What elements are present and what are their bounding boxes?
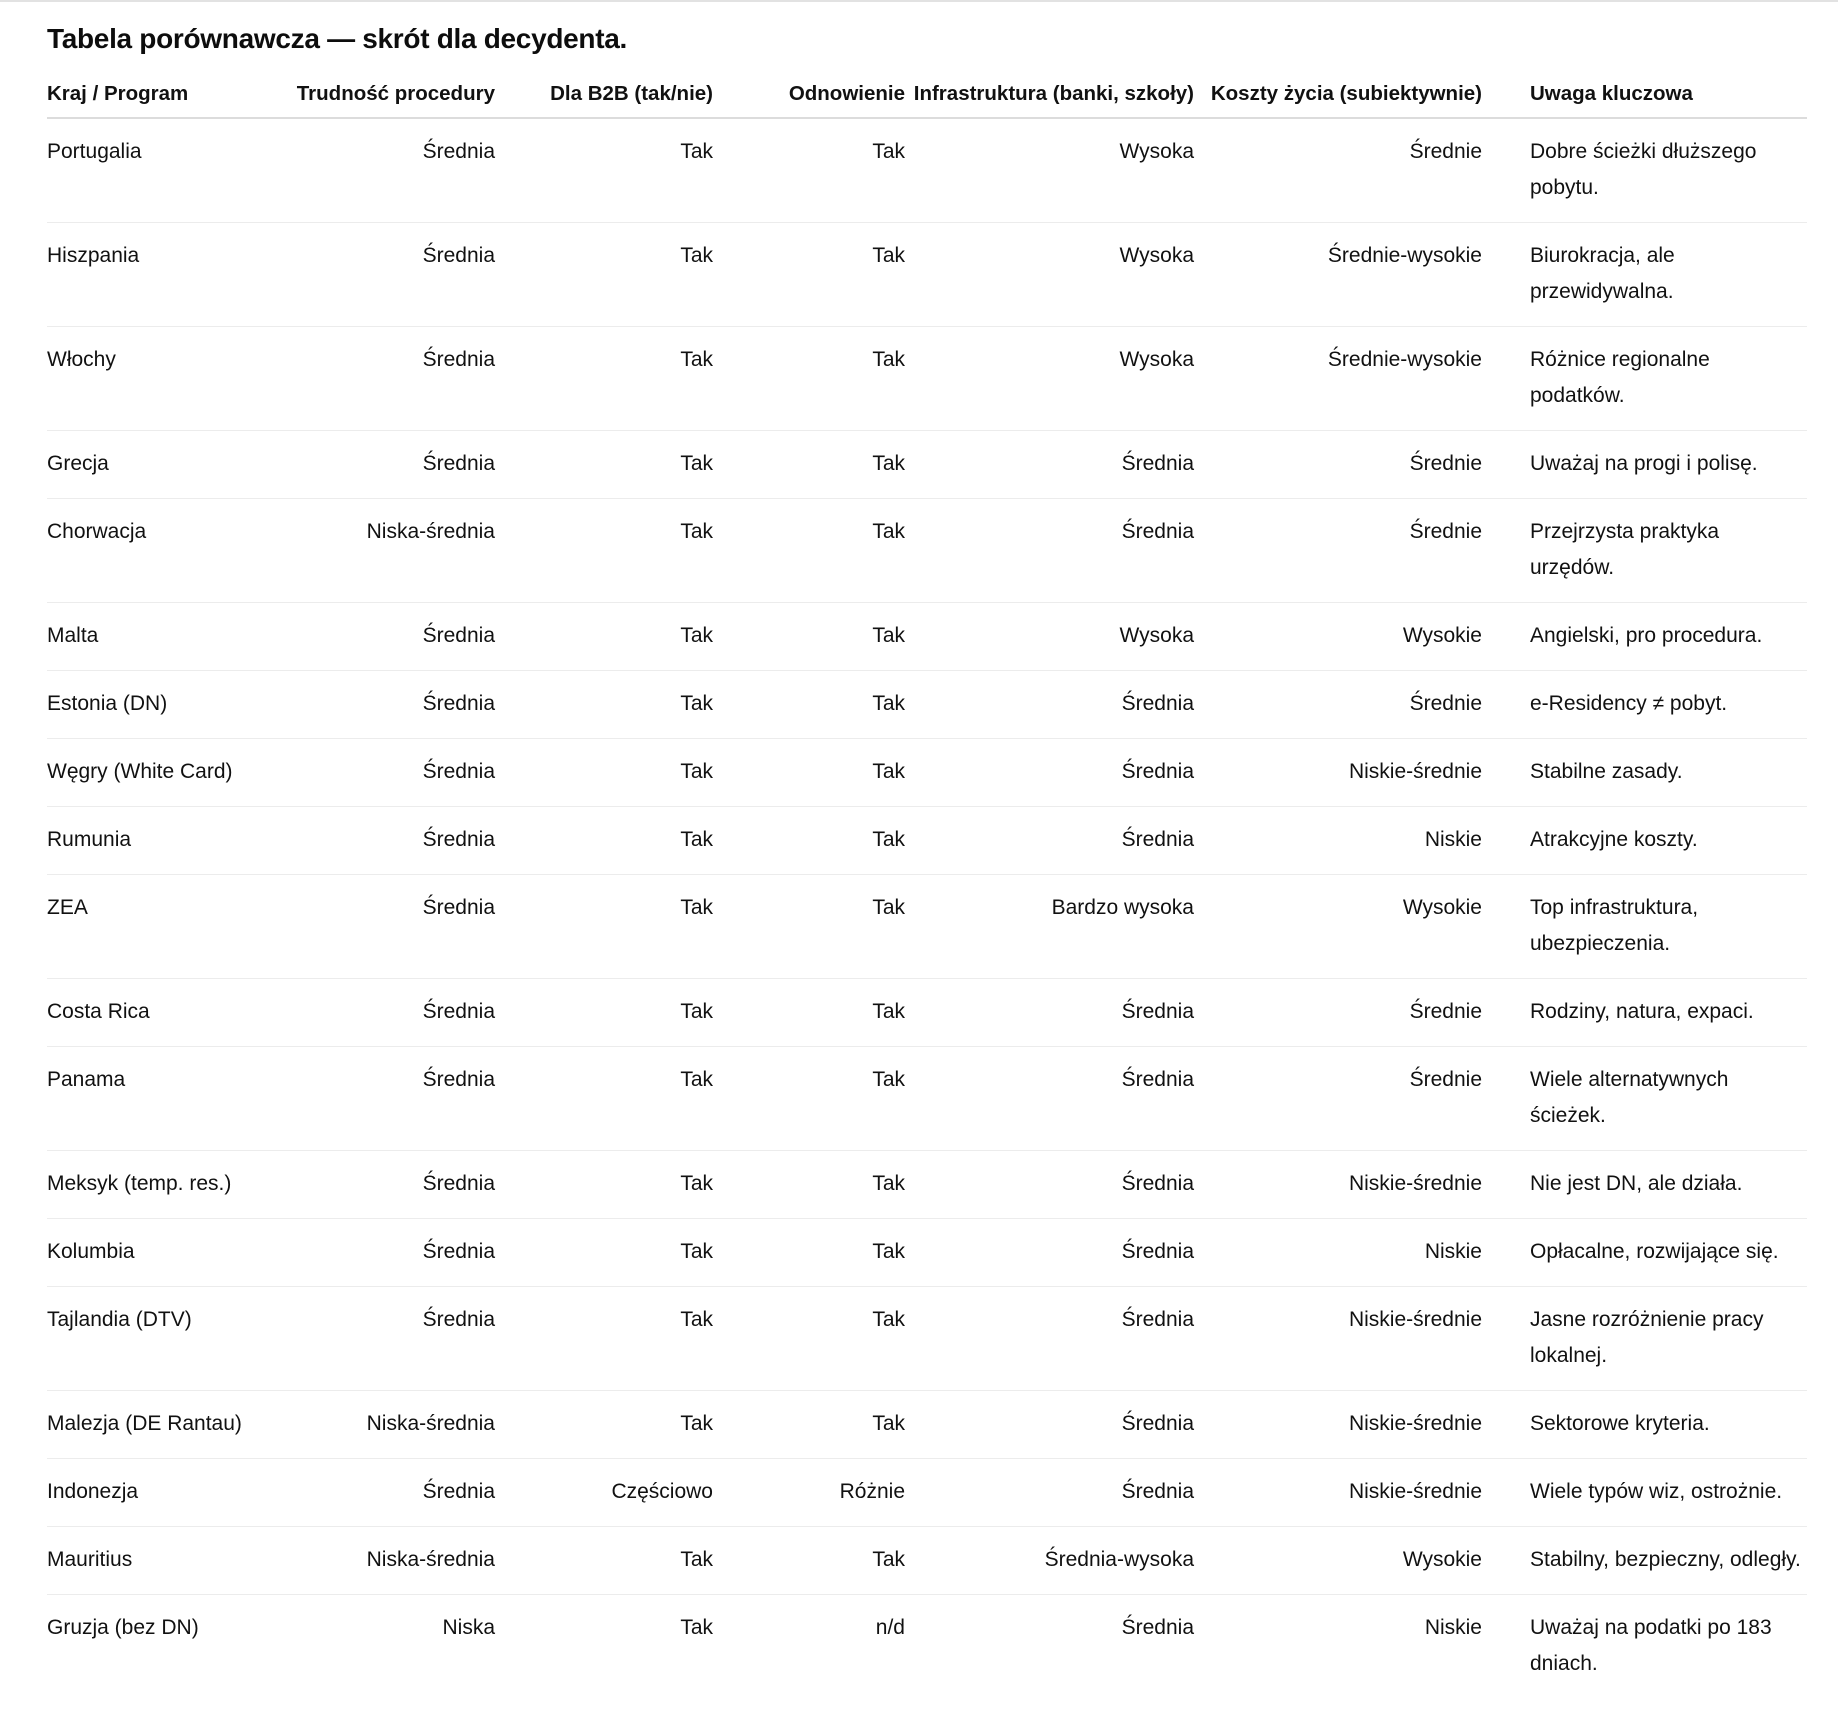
- cell-key-note: Wiele typów wiz, ostrożnie.: [1482, 1459, 1807, 1527]
- cell-renewal: Tak: [713, 739, 905, 807]
- cell-key-note: Top infrastruktura, ubezpieczenia.: [1482, 875, 1807, 979]
- cell-key-note: Angielski, pro procedura.: [1482, 603, 1807, 671]
- cell-renewal: Tak: [713, 1047, 905, 1151]
- cell-country: Costa Rica: [47, 979, 257, 1047]
- header-country: Kraj / Program: [47, 74, 257, 118]
- cell-infrastructure: Średnia: [1121, 1616, 1194, 1639]
- cell-difficulty: Średnia: [257, 603, 495, 671]
- cell-difficulty: Niska-średnia: [257, 1391, 495, 1459]
- header-difficulty: Trudność procedury: [257, 74, 495, 118]
- cell-cost-of-living: Niskie-średnie: [1194, 1391, 1482, 1459]
- table-row: [47, 1151, 1807, 1219]
- cell-key-note: Atrakcyjne koszty.: [1482, 807, 1807, 875]
- cell-country: Grecja: [47, 431, 257, 499]
- cell-cost-of-living: Niskie-średnie: [1194, 1151, 1482, 1219]
- cell-difficulty: Niska-średnia: [257, 1527, 495, 1595]
- cell-key-note: Uważaj na podatki po 183 dniach.: [1530, 1616, 1772, 1675]
- comparison-table: [47, 74, 1807, 1698]
- cell-country: Tajlandia (DTV): [47, 1287, 257, 1391]
- cell-key-note: Różnice regionalne podatków.: [1482, 327, 1807, 431]
- cell-key-note: Jasne rozróżnienie pracy lokalnej.: [1482, 1287, 1807, 1391]
- cell-infrastructure: Wysoka: [905, 327, 1194, 431]
- table-row: [47, 1287, 1807, 1391]
- cell-country: Malezja (DE Rantau): [47, 1391, 257, 1459]
- cell-renewal: Tak: [713, 603, 905, 671]
- cell-renewal: n/d: [875, 1616, 905, 1639]
- table-row: [47, 979, 1807, 1047]
- cell-b2b: Tak: [495, 1391, 713, 1459]
- cell-b2b: Tak: [495, 118, 713, 223]
- cell-b2b: Tak: [495, 1219, 713, 1287]
- cell-cost-of-living: Niskie-średnie: [1194, 739, 1482, 807]
- cell-infrastructure: Średnia: [905, 1287, 1194, 1391]
- cell-difficulty: Średnia: [257, 807, 495, 875]
- cell-key-note: Opłacalne, rozwijające się.: [1482, 1219, 1807, 1287]
- cell-cost-of-living: Niskie-średnie: [1194, 1459, 1482, 1527]
- cell-renewal: Tak: [713, 1151, 905, 1219]
- cell-infrastructure: Wysoka: [905, 223, 1194, 327]
- table-row: [47, 1459, 1807, 1527]
- cell-infrastructure: Średnia: [905, 1219, 1194, 1287]
- cell-country: Kolumbia: [47, 1219, 257, 1287]
- cell-cost-of-living: Niskie: [1194, 1219, 1482, 1287]
- cell-difficulty: Średnia: [257, 1219, 495, 1287]
- cell-difficulty: Niska-średnia: [257, 499, 495, 603]
- cell-cost-of-living: Wysokie: [1194, 875, 1482, 979]
- cell-key-note: Uważaj na progi i polisę.: [1482, 431, 1807, 499]
- cell-key-note: Stabilny, bezpieczny, odległy.: [1482, 1527, 1807, 1595]
- cell-infrastructure: Średnia: [905, 431, 1194, 499]
- cell-infrastructure: Wysoka: [905, 118, 1194, 223]
- cell-country: Rumunia: [47, 807, 257, 875]
- cell-renewal: Tak: [713, 327, 905, 431]
- cell-b2b: Tak: [495, 499, 713, 603]
- cell-cost-of-living: Średnie: [1194, 118, 1482, 223]
- cell-infrastructure: Średnia: [905, 671, 1194, 739]
- cell-country: ZEA: [47, 875, 257, 979]
- cell-cost-of-living: Średnie: [1194, 431, 1482, 499]
- cell-renewal: Tak: [713, 118, 905, 223]
- cell-renewal: Różnie: [713, 1459, 905, 1527]
- table-row: [47, 1047, 1807, 1151]
- table-row: [47, 1527, 1807, 1595]
- cell-infrastructure: Wysoka: [905, 603, 1194, 671]
- table-row: [47, 1219, 1807, 1287]
- cell-country: Mauritius: [47, 1527, 257, 1595]
- cell-b2b: Tak: [680, 1616, 713, 1639]
- cell-cost-of-living: Średnie: [1194, 499, 1482, 603]
- table-row: [47, 603, 1807, 671]
- cell-cost-of-living: Niskie-średnie: [1194, 1287, 1482, 1391]
- cell-difficulty: Średnia: [257, 1459, 495, 1527]
- cell-difficulty: Średnia: [257, 327, 495, 431]
- cell-b2b: Tak: [495, 1287, 713, 1391]
- table-row: [47, 1391, 1807, 1459]
- cell-cost-of-living: Średnie: [1194, 979, 1482, 1047]
- cell-key-note: Dobre ścieżki dłuższego pobytu.: [1482, 118, 1807, 223]
- cell-difficulty: Średnia: [257, 979, 495, 1047]
- cell-cost-of-living: Wysokie: [1194, 603, 1482, 671]
- table-row: [47, 671, 1807, 739]
- cell-country: Włochy: [47, 327, 257, 431]
- table-row: [47, 875, 1807, 979]
- cell-difficulty: Średnia: [257, 1287, 495, 1391]
- cell-key-note: Biurokracja, ale przewidywalna.: [1482, 223, 1807, 327]
- cell-cost-of-living: Wysokie: [1194, 1527, 1482, 1595]
- cell-cost-of-living: Średnie: [1194, 1047, 1482, 1151]
- cell-difficulty: Średnia: [257, 739, 495, 807]
- cell-renewal: Tak: [713, 1287, 905, 1391]
- table-body: [47, 118, 1807, 1698]
- table-row: [47, 431, 1807, 499]
- cell-difficulty: Niska: [442, 1616, 495, 1639]
- cell-infrastructure: Średnia: [905, 807, 1194, 875]
- cell-renewal: Tak: [713, 1219, 905, 1287]
- cell-country: Indonezja: [47, 1459, 257, 1527]
- cell-b2b: Tak: [495, 1151, 713, 1219]
- cell-difficulty: Średnia: [257, 875, 495, 979]
- cell-country: Meksyk (temp. res.): [47, 1151, 257, 1219]
- cell-infrastructure: Średnia: [905, 1459, 1194, 1527]
- header-key-note: Uwaga kluczowa: [1482, 74, 1807, 118]
- header-b2b: Dla B2B (tak/nie): [495, 74, 713, 118]
- cell-b2b: Tak: [495, 327, 713, 431]
- page-title: Tabela porównawcza — skrót dla decydenta.: [47, 23, 628, 54]
- cell-country: Węgry (White Card): [47, 739, 257, 807]
- document-content: [47, 0, 1807, 1698]
- header-renewal: Odnowienie: [713, 74, 905, 118]
- cell-renewal: Tak: [713, 223, 905, 327]
- cell-renewal: Tak: [713, 1391, 905, 1459]
- header-infrastructure: Infrastruktura (banki, szkoły): [905, 74, 1194, 118]
- cell-cost-of-living: Średnie-wysokie: [1194, 223, 1482, 327]
- cell-infrastructure: Średnia: [905, 1391, 1194, 1459]
- cell-difficulty: Średnia: [257, 431, 495, 499]
- cell-renewal: Tak: [713, 431, 905, 499]
- cell-renewal: Tak: [713, 671, 905, 739]
- cell-renewal: Tak: [713, 807, 905, 875]
- cell-infrastructure: Bardzo wysoka: [905, 875, 1194, 979]
- cell-b2b: Tak: [495, 431, 713, 499]
- cell-renewal: Tak: [713, 979, 905, 1047]
- cell-country: Hiszpania: [47, 223, 257, 327]
- cell-b2b: Tak: [495, 603, 713, 671]
- cell-infrastructure: Średnia: [905, 499, 1194, 603]
- cell-b2b: Tak: [495, 223, 713, 327]
- cell-b2b: Tak: [495, 875, 713, 979]
- cell-renewal: Tak: [713, 875, 905, 979]
- table-row: [47, 327, 1807, 431]
- table-row: [47, 1595, 1807, 1699]
- cell-country: Estonia (DN): [47, 671, 257, 739]
- cell-difficulty: Średnia: [257, 671, 495, 739]
- table-header-row: [47, 74, 1807, 118]
- cell-key-note: Rodziny, natura, expaci.: [1482, 979, 1807, 1047]
- cell-difficulty: Średnia: [257, 118, 495, 223]
- cell-country: Portugalia: [47, 118, 257, 223]
- cell-b2b: Tak: [495, 1047, 713, 1151]
- cell-country: Chorwacja: [47, 499, 257, 603]
- cell-infrastructure: Średnia-wysoka: [905, 1527, 1194, 1595]
- cell-infrastructure: Średnia: [905, 1151, 1194, 1219]
- table-row: [47, 118, 1807, 223]
- table-row: [47, 739, 1807, 807]
- cell-b2b: Częściowo: [495, 1459, 713, 1527]
- cell-b2b: Tak: [495, 807, 713, 875]
- cell-cost-of-living: Średnie: [1194, 671, 1482, 739]
- cell-country: Gruzja (bez DN): [47, 1616, 199, 1639]
- cell-key-note: Przejrzysta praktyka urzędów.: [1482, 499, 1807, 603]
- cell-key-note: e-Residency ≠ pobyt.: [1482, 671, 1807, 739]
- cell-country: Panama: [47, 1047, 257, 1151]
- cell-cost-of-living: Niskie: [1194, 807, 1482, 875]
- cell-key-note: Stabilne zasady.: [1482, 739, 1807, 807]
- cell-country: Malta: [47, 603, 257, 671]
- cell-difficulty: Średnia: [257, 1047, 495, 1151]
- cell-cost-of-living: Niskie: [1424, 1616, 1482, 1639]
- cell-key-note: Wiele alternatywnych ścieżek.: [1482, 1047, 1807, 1151]
- cell-renewal: Tak: [713, 499, 905, 603]
- cell-b2b: Tak: [495, 1527, 713, 1595]
- table-row: [47, 499, 1807, 603]
- cell-infrastructure: Średnia: [905, 979, 1194, 1047]
- cell-cost-of-living: Średnie-wysokie: [1194, 327, 1482, 431]
- cell-b2b: Tak: [495, 739, 713, 807]
- cell-difficulty: Średnia: [257, 1151, 495, 1219]
- cell-b2b: Tak: [495, 979, 713, 1047]
- cell-renewal: Tak: [713, 1527, 905, 1595]
- cell-difficulty: Średnia: [257, 223, 495, 327]
- cell-infrastructure: Średnia: [905, 739, 1194, 807]
- cell-key-note: Sektorowe kryteria.: [1482, 1391, 1807, 1459]
- cell-b2b: Tak: [495, 671, 713, 739]
- table-row: [47, 807, 1807, 875]
- cell-key-note: Nie jest DN, ale działa.: [1482, 1151, 1807, 1219]
- table-row: [47, 223, 1807, 327]
- cell-infrastructure: Średnia: [905, 1047, 1194, 1151]
- header-cost-of-living: Koszty życia (subiektywnie): [1194, 74, 1482, 118]
